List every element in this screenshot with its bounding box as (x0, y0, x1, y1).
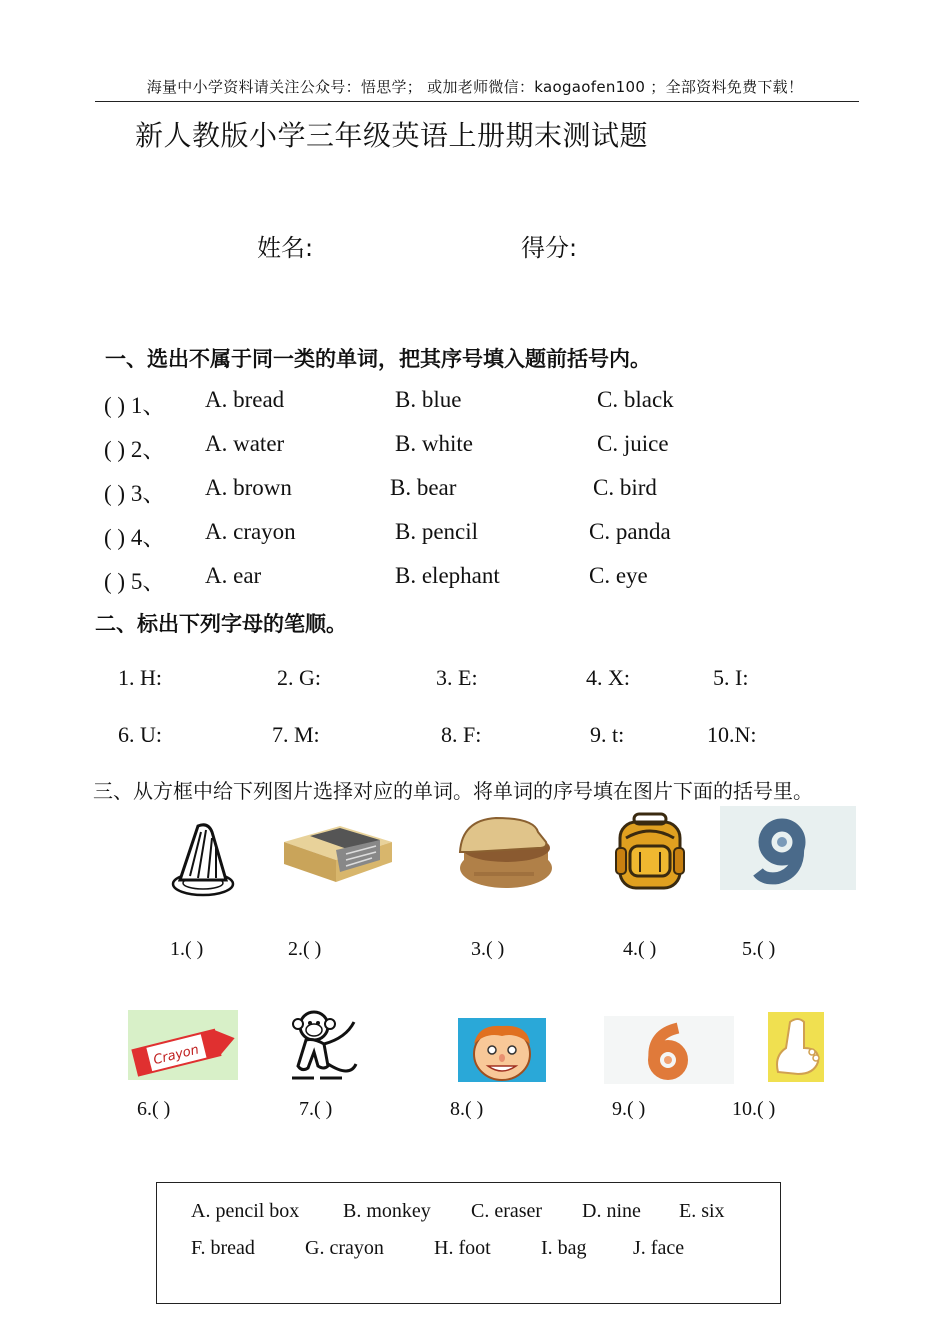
q2-option-c: C. juice (597, 431, 669, 456)
picture-9-answer[interactable]: 9.( ) (612, 1098, 646, 1120)
q5-option-c: C. eye (589, 563, 648, 588)
picture-5-answer[interactable]: 5.( ) (742, 938, 776, 960)
word-option: G. crayon (305, 1237, 384, 1259)
section1-heading: 一、选出不属于同一类的单词，把其序号填入题前括号内。 (105, 347, 651, 371)
picture-7-answer[interactable]: 7.( ) (299, 1098, 333, 1120)
q3-option-b: B. bear (390, 475, 457, 500)
stroke-item: 7. M: (272, 722, 320, 747)
six-picture (604, 1016, 736, 1086)
face-picture (458, 1018, 548, 1084)
word-option: E. six (679, 1200, 725, 1222)
q5-option-b: B. elephant (395, 563, 500, 588)
bread-picture (168, 818, 238, 900)
monkey-picture (284, 1008, 364, 1084)
q3-option-c: C. bird (593, 475, 657, 500)
word-option: C. eraser (471, 1200, 543, 1222)
stroke-item: 10.N: (707, 722, 757, 747)
section3-heading: 三、从方框中给下列图片选择对应的单词。将单词的序号填在图片下面的括号里。 (93, 779, 813, 803)
q4-option-c: C. panda (589, 519, 671, 544)
bag-picture (612, 812, 688, 894)
page-title: 新人教版小学三年级英语上册期末测试题 (135, 119, 649, 152)
stroke-item: 2. G: (277, 665, 321, 690)
crayon-picture (128, 1010, 238, 1080)
word-option: B. monkey (343, 1200, 431, 1222)
picture-4-answer[interactable]: 4.( ) (623, 938, 657, 960)
stroke-item: 8. F: (441, 722, 482, 747)
pencil-box-picture (456, 812, 556, 892)
word-option: I. bag (541, 1237, 587, 1259)
eraser-picture (280, 820, 394, 884)
foot-picture (768, 1012, 826, 1084)
q2-option-a: A. water (205, 431, 285, 456)
q1-option-b: B. blue (395, 387, 462, 412)
word-option: H. foot (434, 1237, 491, 1259)
header-divider (95, 101, 859, 102)
picture-8-answer[interactable]: 8.( ) (450, 1098, 484, 1120)
q5-option-a: A. ear (205, 563, 262, 588)
q3-option-a: A. brown (205, 475, 292, 500)
word-option: F. bread (191, 1237, 255, 1259)
q1-prefix: ( ) 1、 (104, 393, 166, 418)
name-label: 姓名: (257, 234, 314, 262)
q1-option-a: A. bread (205, 387, 285, 412)
nine-picture (720, 806, 860, 892)
score-label: 得分: (521, 234, 578, 262)
stroke-item: 9. t: (590, 722, 625, 747)
word-option: J. face (633, 1237, 685, 1259)
q3-prefix: ( ) 3、 (104, 481, 166, 506)
q1-option-c: C. black (597, 387, 674, 412)
picture-2-answer[interactable]: 2.( ) (288, 938, 322, 960)
picture-3-answer[interactable]: 3.( ) (471, 938, 505, 960)
q2-option-b: B. white (395, 431, 473, 456)
stroke-item: 6. U: (118, 722, 162, 747)
picture-6-answer[interactable]: 6.( ) (137, 1098, 171, 1120)
q2-prefix: ( ) 2、 (104, 437, 166, 462)
stroke-item: 4. X: (586, 665, 630, 690)
picture-10-answer[interactable]: 10.( ) (732, 1098, 776, 1120)
stroke-item: 5. I: (713, 665, 749, 690)
word-option: A. pencil box (191, 1200, 300, 1222)
word-option: D. nine (582, 1200, 641, 1222)
q4-option-b: B. pencil (395, 519, 479, 544)
stroke-item: 3. E: (436, 665, 478, 690)
page-header: 海量中小学资料请关注公众号：悟思学； 或加老师微信：kaogaofen100 ；全部资料免费下载！ (146, 78, 804, 96)
picture-1-answer[interactable]: 1.( ) (170, 938, 204, 960)
q4-prefix: ( ) 4、 (104, 525, 166, 550)
q5-prefix: ( ) 5、 (104, 569, 166, 594)
section2-heading: 二、标出下列字母的笔顺。 (95, 612, 347, 636)
q4-option-a: A. crayon (205, 519, 296, 544)
crayon-label-text: Crayon (151, 1042, 201, 1069)
stroke-item: 1. H: (118, 665, 162, 690)
